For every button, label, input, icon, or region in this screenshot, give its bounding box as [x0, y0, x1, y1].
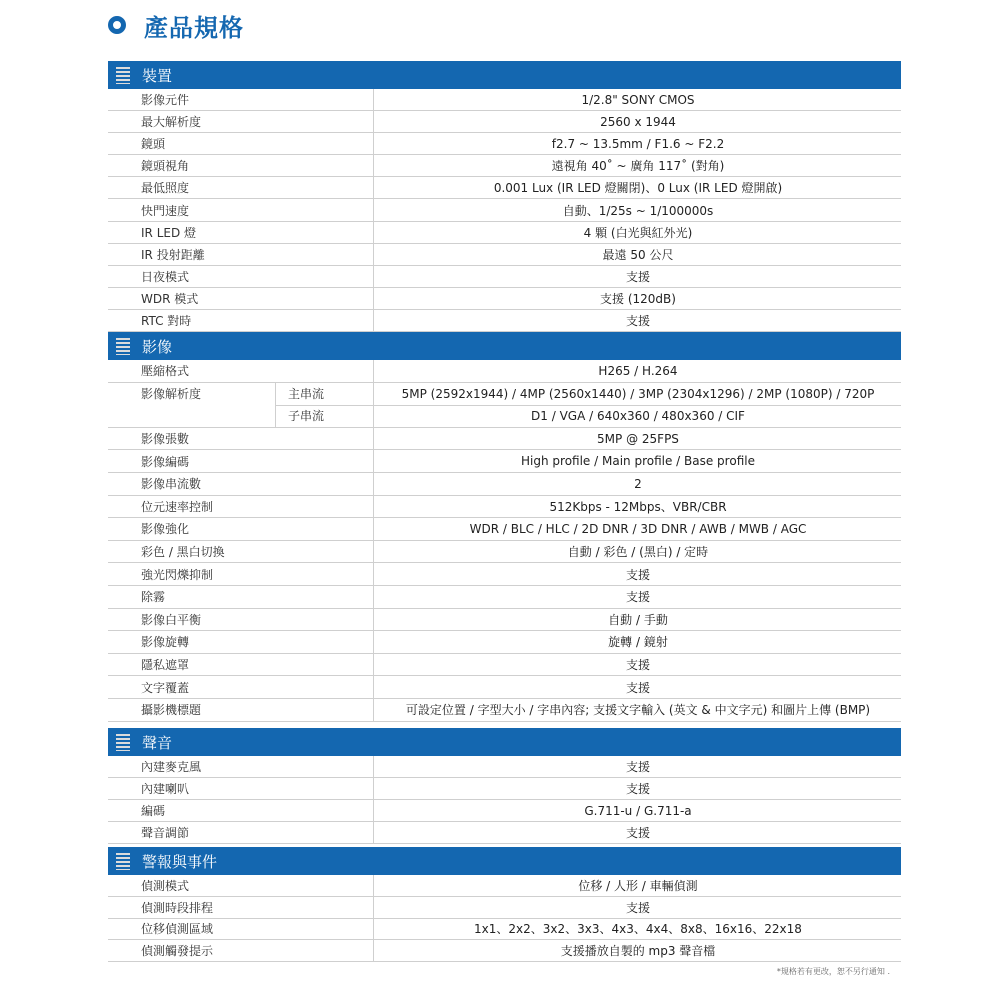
spec-row	[108, 609, 901, 632]
spec-row	[108, 541, 901, 564]
spec-row	[108, 405, 901, 428]
spec-value: 512Kbps - 12Mbps、VBR/CBR	[549, 499, 727, 514]
spec-row	[108, 89, 901, 111]
section-title: 聲音	[142, 733, 173, 752]
section-title: 警報與事件	[142, 852, 218, 871]
spec-label: 偵測觸發提示	[141, 944, 214, 959]
circle-bullet-icon	[108, 16, 126, 34]
spec-value: 支援	[625, 900, 650, 915]
spec-label: 影像旋轉	[141, 635, 190, 650]
spec-label: 鏡頭視角	[141, 159, 190, 174]
spec-row	[108, 875, 901, 897]
spec-row	[108, 383, 901, 406]
spec-row	[108, 310, 901, 332]
spec-value: 支援	[625, 590, 650, 605]
spec-row	[108, 756, 901, 778]
spec-sublabel: 子串流	[288, 409, 325, 424]
spec-row	[108, 800, 901, 822]
spec-label: 最低照度	[141, 181, 190, 196]
spec-label: 影像解析度	[141, 387, 202, 402]
spec-value: WDR / BLC / HLC / 2D DNR / 3D DNR / AWB / MWB / AGC	[469, 521, 807, 536]
spec-row	[108, 155, 901, 177]
spec-row	[108, 699, 901, 722]
spec-value: 支援播放自製的 mp3 聲音檔	[560, 944, 716, 959]
spec-value: 2	[634, 476, 642, 491]
spec-sublabel: 主串流	[288, 387, 325, 402]
spec-label: 壓縮格式	[141, 364, 190, 379]
spec-label: 隱私遮罩	[141, 658, 190, 673]
section-header	[108, 847, 901, 875]
spec-row	[108, 940, 901, 962]
spec-row	[108, 676, 901, 699]
page-title: 產品規格	[144, 13, 244, 42]
spec-row	[108, 360, 901, 383]
spec-label: 內建喇叭	[141, 782, 190, 796]
spec-label: 快門速度	[141, 203, 190, 218]
spec-label: IR LED 燈	[141, 225, 197, 240]
stripes-icon	[116, 734, 130, 751]
spec-value: 1x1、2x2、3x2、3x3、4x3、4x4、8x8、16x16、22x18	[474, 922, 802, 937]
spec-label: 影像編碼	[141, 454, 190, 469]
spec-label: 除霧	[141, 590, 166, 605]
spec-label: 影像元件	[141, 93, 190, 108]
stripes-icon	[116, 853, 130, 870]
spec-row	[108, 133, 901, 155]
section-header	[108, 332, 901, 360]
spec-value: 支援	[625, 314, 650, 329]
spec-label: IR 投射距離	[141, 247, 205, 262]
spec-value: 最遠 50 公尺	[602, 247, 674, 262]
spec-label: 偵測時段排程	[141, 900, 214, 915]
spec-value: 5MP (2592x1944) / 4MP (2560x1440) / 3MP (2304x1296) / 2MP (1080P) / 720P	[401, 386, 875, 401]
spec-label: 攝影機標題	[141, 703, 202, 718]
section-header	[108, 728, 901, 756]
spec-label: 影像白平衡	[141, 612, 202, 627]
spec-row	[108, 200, 901, 222]
spec-value: 位移 / 人形 / 車輛偵測	[578, 878, 698, 893]
spec-value: G.711-u / G.711-a	[584, 803, 692, 818]
spec-label: RTC 對時	[141, 314, 192, 329]
spec-value: 支援	[625, 760, 650, 774]
spec-value: 支援	[625, 567, 650, 582]
column-divider	[373, 89, 374, 332]
spec-value: 旋轉 / 鏡射	[608, 635, 668, 650]
spec-row	[108, 244, 901, 266]
spec-row	[108, 654, 901, 677]
column-divider	[373, 875, 374, 962]
spec-value: 支援	[625, 826, 650, 840]
spec-label: 內建麥克風	[141, 760, 202, 774]
spec-value: 支援	[625, 782, 650, 796]
spec-row	[108, 496, 901, 519]
spec-value: 自動 / 彩色 / (黑白) / 定時	[567, 545, 709, 560]
spec-label: 強光閃爍抑制	[141, 567, 214, 582]
column-divider	[275, 383, 276, 428]
spec-label: 文字覆蓋	[141, 680, 190, 695]
stripes-icon	[116, 338, 130, 355]
spec-label: 彩色 / 黑白切換	[141, 545, 225, 560]
spec-row	[108, 586, 901, 609]
spec-label: 聲音調節	[141, 826, 190, 840]
spec-row	[108, 473, 901, 496]
spec-value: 4 顆 (白光與紅外光)	[583, 225, 693, 240]
spec-value: D1 / VGA / 640x360 / 480x360 / CIF	[531, 408, 745, 423]
spec-row	[108, 919, 901, 941]
spec-label: 影像強化	[141, 522, 190, 537]
spec-label: 最大解析度	[141, 115, 202, 130]
spec-value: High profile / Main profile / Base profile	[521, 454, 755, 469]
spec-row	[108, 822, 901, 844]
spec-row	[108, 778, 901, 800]
section-title: 影像	[142, 337, 173, 356]
spec-label: 偵測模式	[141, 878, 190, 893]
spec-value: 支援	[625, 680, 650, 695]
spec-label: 影像串流數	[141, 477, 202, 492]
spec-label: 位元速率控制	[141, 499, 214, 514]
spec-value: 1/2.8" SONY CMOS	[581, 92, 695, 107]
spec-row	[108, 450, 901, 473]
spec-value: 可設定位置 / 字型大小 / 字串內容; 支援文字輸入 (英文 & 中文字元) 和圖片上傳 (BMP)	[405, 703, 871, 718]
spec-label: 鏡頭	[141, 137, 166, 152]
spec-row	[108, 177, 901, 199]
spec-value: 自動 / 手動	[608, 612, 668, 627]
spec-label: WDR 模式	[141, 291, 199, 306]
spec-row	[108, 631, 901, 654]
spec-value: 0.001 Lux (IR LED 燈關閉)、0 Lux (IR LED 燈開啟)	[493, 181, 783, 196]
spec-value: 支援	[625, 269, 650, 284]
spec-value: 支援 (120dB)	[600, 291, 676, 306]
spec-label: 位移偵測區域	[141, 922, 214, 937]
page-header	[108, 10, 244, 40]
spec-row	[108, 518, 901, 541]
spec-value: H265 / H.264	[598, 363, 678, 378]
stripes-icon	[116, 67, 130, 84]
spec-row	[108, 428, 901, 451]
spec-row	[108, 563, 901, 586]
column-divider	[373, 360, 374, 722]
spec-row	[108, 288, 901, 310]
spec-label: 編碼	[141, 804, 166, 818]
spec-row	[108, 897, 901, 919]
spec-value: 支援	[625, 658, 650, 673]
footnote: *規格若有更改，恕不另行通知 .	[776, 967, 890, 976]
column-divider	[373, 756, 374, 844]
section-title: 裝置	[142, 66, 173, 85]
spec-value: f2.7 ~ 13.5mm / F1.6 ~ F2.2	[551, 136, 725, 151]
spec-row	[108, 222, 901, 244]
spec-value: 2560 x 1944	[600, 114, 676, 129]
spec-row	[108, 266, 901, 288]
spec-value: 5MP @ 25FPS	[597, 431, 679, 446]
spec-row	[108, 111, 901, 133]
spec-value: 遠視角 40˚ ~ 廣角 117˚ (對角)	[551, 159, 725, 174]
spec-value: 自動、1/25s ~ 1/100000s	[562, 203, 714, 218]
section-header	[108, 61, 901, 89]
spec-label: 日夜模式	[141, 269, 190, 284]
spec-label: 影像張數	[141, 432, 190, 447]
